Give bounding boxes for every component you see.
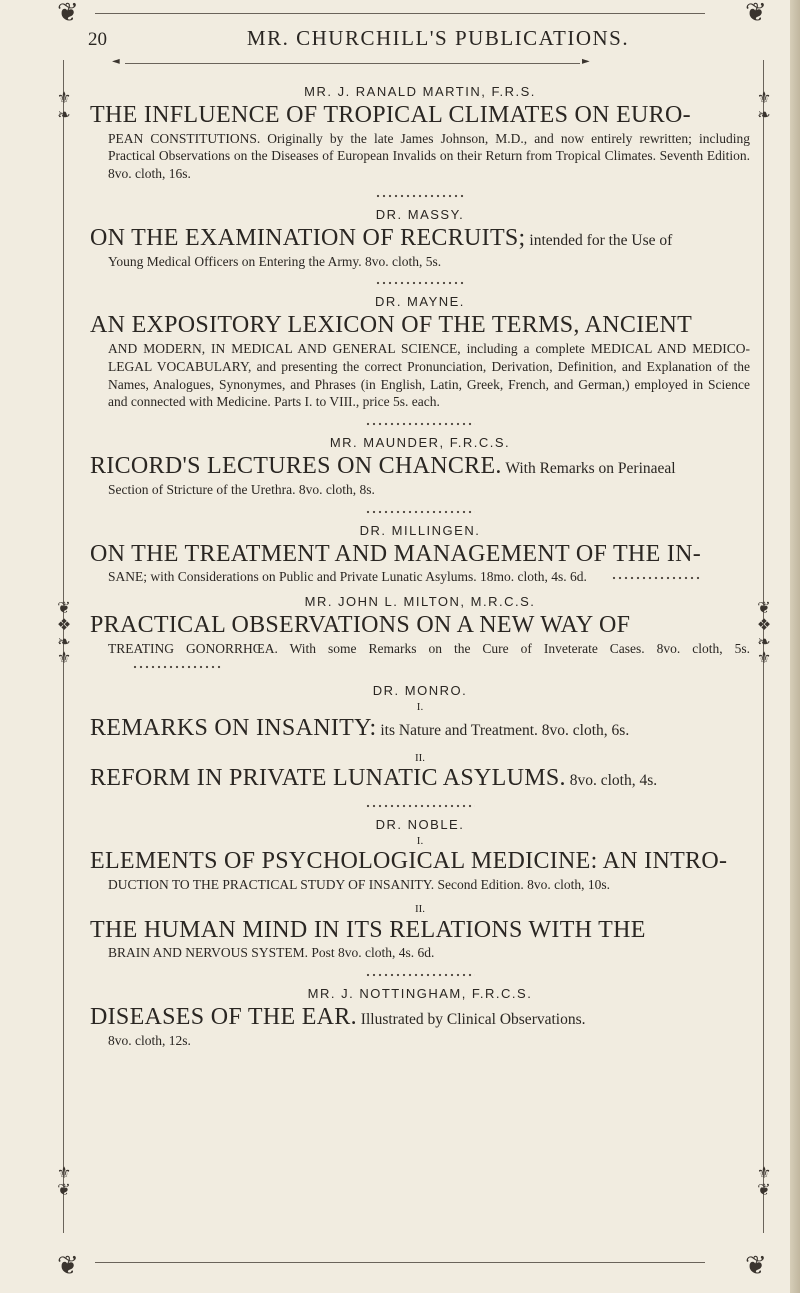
side-ornament-icon: ⚜ ❧	[756, 88, 772, 124]
entry-title: ON THE EXAMINATION OF RECRUITS;	[90, 225, 526, 252]
entry-title: ON THE TREATMENT AND MANAGEMENT OF THE IN-	[90, 540, 702, 567]
separator	[365, 421, 475, 427]
separator	[365, 509, 475, 515]
separator	[375, 193, 465, 199]
corner-ornament-icon: ❦	[745, 0, 767, 28]
rule-cap-icon: ►	[582, 56, 590, 67]
entry-numeral: I.	[416, 701, 424, 714]
entry-title-line	[90, 453, 750, 481]
entry-title-continuation: With Remarks on Perinaeal	[501, 460, 676, 478]
entry-title: REFORM IN PRIVATE LUNATIC ASYLUMS.	[90, 765, 566, 792]
separator	[365, 972, 475, 978]
frame-bottom-rule	[95, 1262, 705, 1263]
entry-description: BRAIN AND NERVOUS SYSTEM. Post 8vo. cloth, 4s. 6d.	[108, 945, 435, 961]
catalogue-entry	[90, 594, 750, 675]
catalogue-entry	[90, 207, 750, 270]
entry-numeral: I.	[416, 834, 424, 847]
entry-author: DR. NOBLE.	[375, 816, 465, 832]
entry-author: MR. J. RANALD MARTIN, F.R.S.	[304, 84, 536, 99]
entry-description: Section of Stricture of the Urethra. 8vo. cloth, 8s.	[108, 481, 375, 497]
catalogue-list	[90, 80, 750, 1049]
entry-title: REMARKS ON INSANITY:	[90, 714, 377, 741]
entry-title-continuation: its Nature and Treatment. 8vo. cloth, 6s.	[376, 721, 630, 739]
entry-title-line	[90, 1004, 750, 1032]
entry-description: Young Medical Officers on Entering the Army. 8vo. cloth, 5s.	[108, 253, 442, 269]
frame-top-rule	[95, 13, 705, 14]
entry-title: RICORD'S LECTURES ON CHANCRE.	[90, 453, 502, 480]
entry-title-continuation: Illustrated by Clinical Observations.	[356, 1011, 586, 1029]
catalogue-entry	[90, 523, 750, 586]
entry-author: DR. MASSY.	[375, 207, 465, 223]
separator	[132, 664, 222, 670]
entry-title: ELEMENTS OF PSYCHOLOGICAL MEDICINE: AN INTRO-	[90, 848, 728, 875]
entry-author: MR. JOHN L. MILTON, M.R.C.S.	[304, 594, 536, 610]
separator	[375, 280, 465, 286]
rule-cap-icon: ◄	[112, 56, 120, 67]
entry-numeral: II.	[414, 752, 426, 765]
entry-author: DR. MILLINGEN.	[359, 522, 481, 538]
catalogue-entry	[90, 986, 750, 1049]
catalogue-entry	[90, 817, 750, 962]
page-header	[88, 26, 708, 51]
entry-title-line	[90, 715, 750, 743]
entry-title-line	[90, 225, 750, 253]
entry-title: THE HUMAN MIND IN ITS RELATIONS WITH THE	[90, 916, 646, 943]
catalogue-entry	[90, 294, 750, 411]
entry-title: DISEASES OF THE EAR.	[90, 1004, 357, 1031]
entry-title: AN EXPOSITORY LEXICON OF THE TERMS, ANCIENT	[90, 312, 693, 339]
entry-description: 8vo. cloth, 12s.	[108, 1032, 191, 1048]
entry-description-text: TREATING GONORRHŒA. With some Remarks on the Cure of Inveterate Cases. 8vo. cloth, 5s.	[108, 640, 750, 656]
side-ornament-icon: ❦ ❖ ❧ ⚜	[756, 598, 772, 668]
corner-ornament-icon: ❦	[57, 0, 79, 28]
catalogue-entry	[90, 84, 750, 183]
separator	[365, 803, 475, 809]
header-rule	[125, 63, 580, 64]
side-ornament-icon: ⚜ ❦	[56, 1163, 72, 1199]
page-number: 20	[88, 29, 107, 50]
entry-title: PRACTICAL OBSERVATIONS ON A NEW WAY OF	[90, 612, 631, 639]
entry-author: MR. J. NOTTINGHAM, F.R.C.S.	[307, 986, 533, 1002]
side-ornament-icon: ⚜ ❧	[56, 88, 72, 124]
entry-title-continuation: intended for the Use of	[525, 232, 673, 250]
corner-ornament-icon: ❦	[745, 1251, 767, 1281]
entry-title-line	[90, 765, 750, 793]
side-ornament-icon: ⚜ ❦	[756, 1163, 772, 1199]
catalogue-entry	[90, 683, 750, 793]
running-title: MR. CHURCHILL'S PUBLICATIONS.	[246, 26, 630, 50]
corner-ornament-icon: ❦	[57, 1251, 79, 1281]
entry-author: MR. MAUNDER, F.R.C.S.	[329, 435, 511, 451]
entry-author: DR. MONRO.	[372, 683, 468, 699]
entry-description: PEAN CONSTITUTIONS. Originally by the late James Johnson, M.D., and now entirely rewritten; including Practical Observations on the Diseases of European Invalids on their Return from Tropical Climates. Seventh Edition. 8vo. cloth, 16s.	[108, 130, 750, 182]
entry-title-continuation: 8vo. cloth, 4s.	[565, 772, 658, 790]
catalogue-entry	[90, 435, 750, 498]
entry-description: AND MODERN, IN MEDICAL AND GENERAL SCIENCE, including a complete MEDICAL AND MEDICO-LEGAL VOCABULARY, and presenting the correct Pronunciation, Derivation, Definition, and Explanation of the Names, Analogues, Synonymes, and Phrases (in English, Latin, Greek, French, and German,) employed in Science and connected with Medicine. Parts I. to VIII., price 5s. each.	[108, 341, 750, 410]
entry-description	[108, 640, 750, 676]
entry-description: DUCTION TO THE PRACTICAL STUDY OF INSANITY. Second Edition. 8vo. cloth, 10s.	[108, 876, 611, 892]
separator	[611, 575, 701, 581]
entry-description	[108, 568, 750, 586]
side-ornament-icon: ❦ ❖ ❧ ⚜	[56, 598, 72, 668]
entry-numeral: II.	[414, 903, 426, 916]
entry-title: THE INFLUENCE OF TROPICAL CLIMATES ON EURO-	[90, 102, 691, 128]
entry-author: DR. MAYNE.	[375, 294, 465, 310]
page-edge-shadow	[790, 0, 800, 1293]
entry-description-text: SANE; with Considerations on Public and Private Lunatic Asylums. 18mo. cloth, 4s. 6d.	[108, 569, 587, 585]
